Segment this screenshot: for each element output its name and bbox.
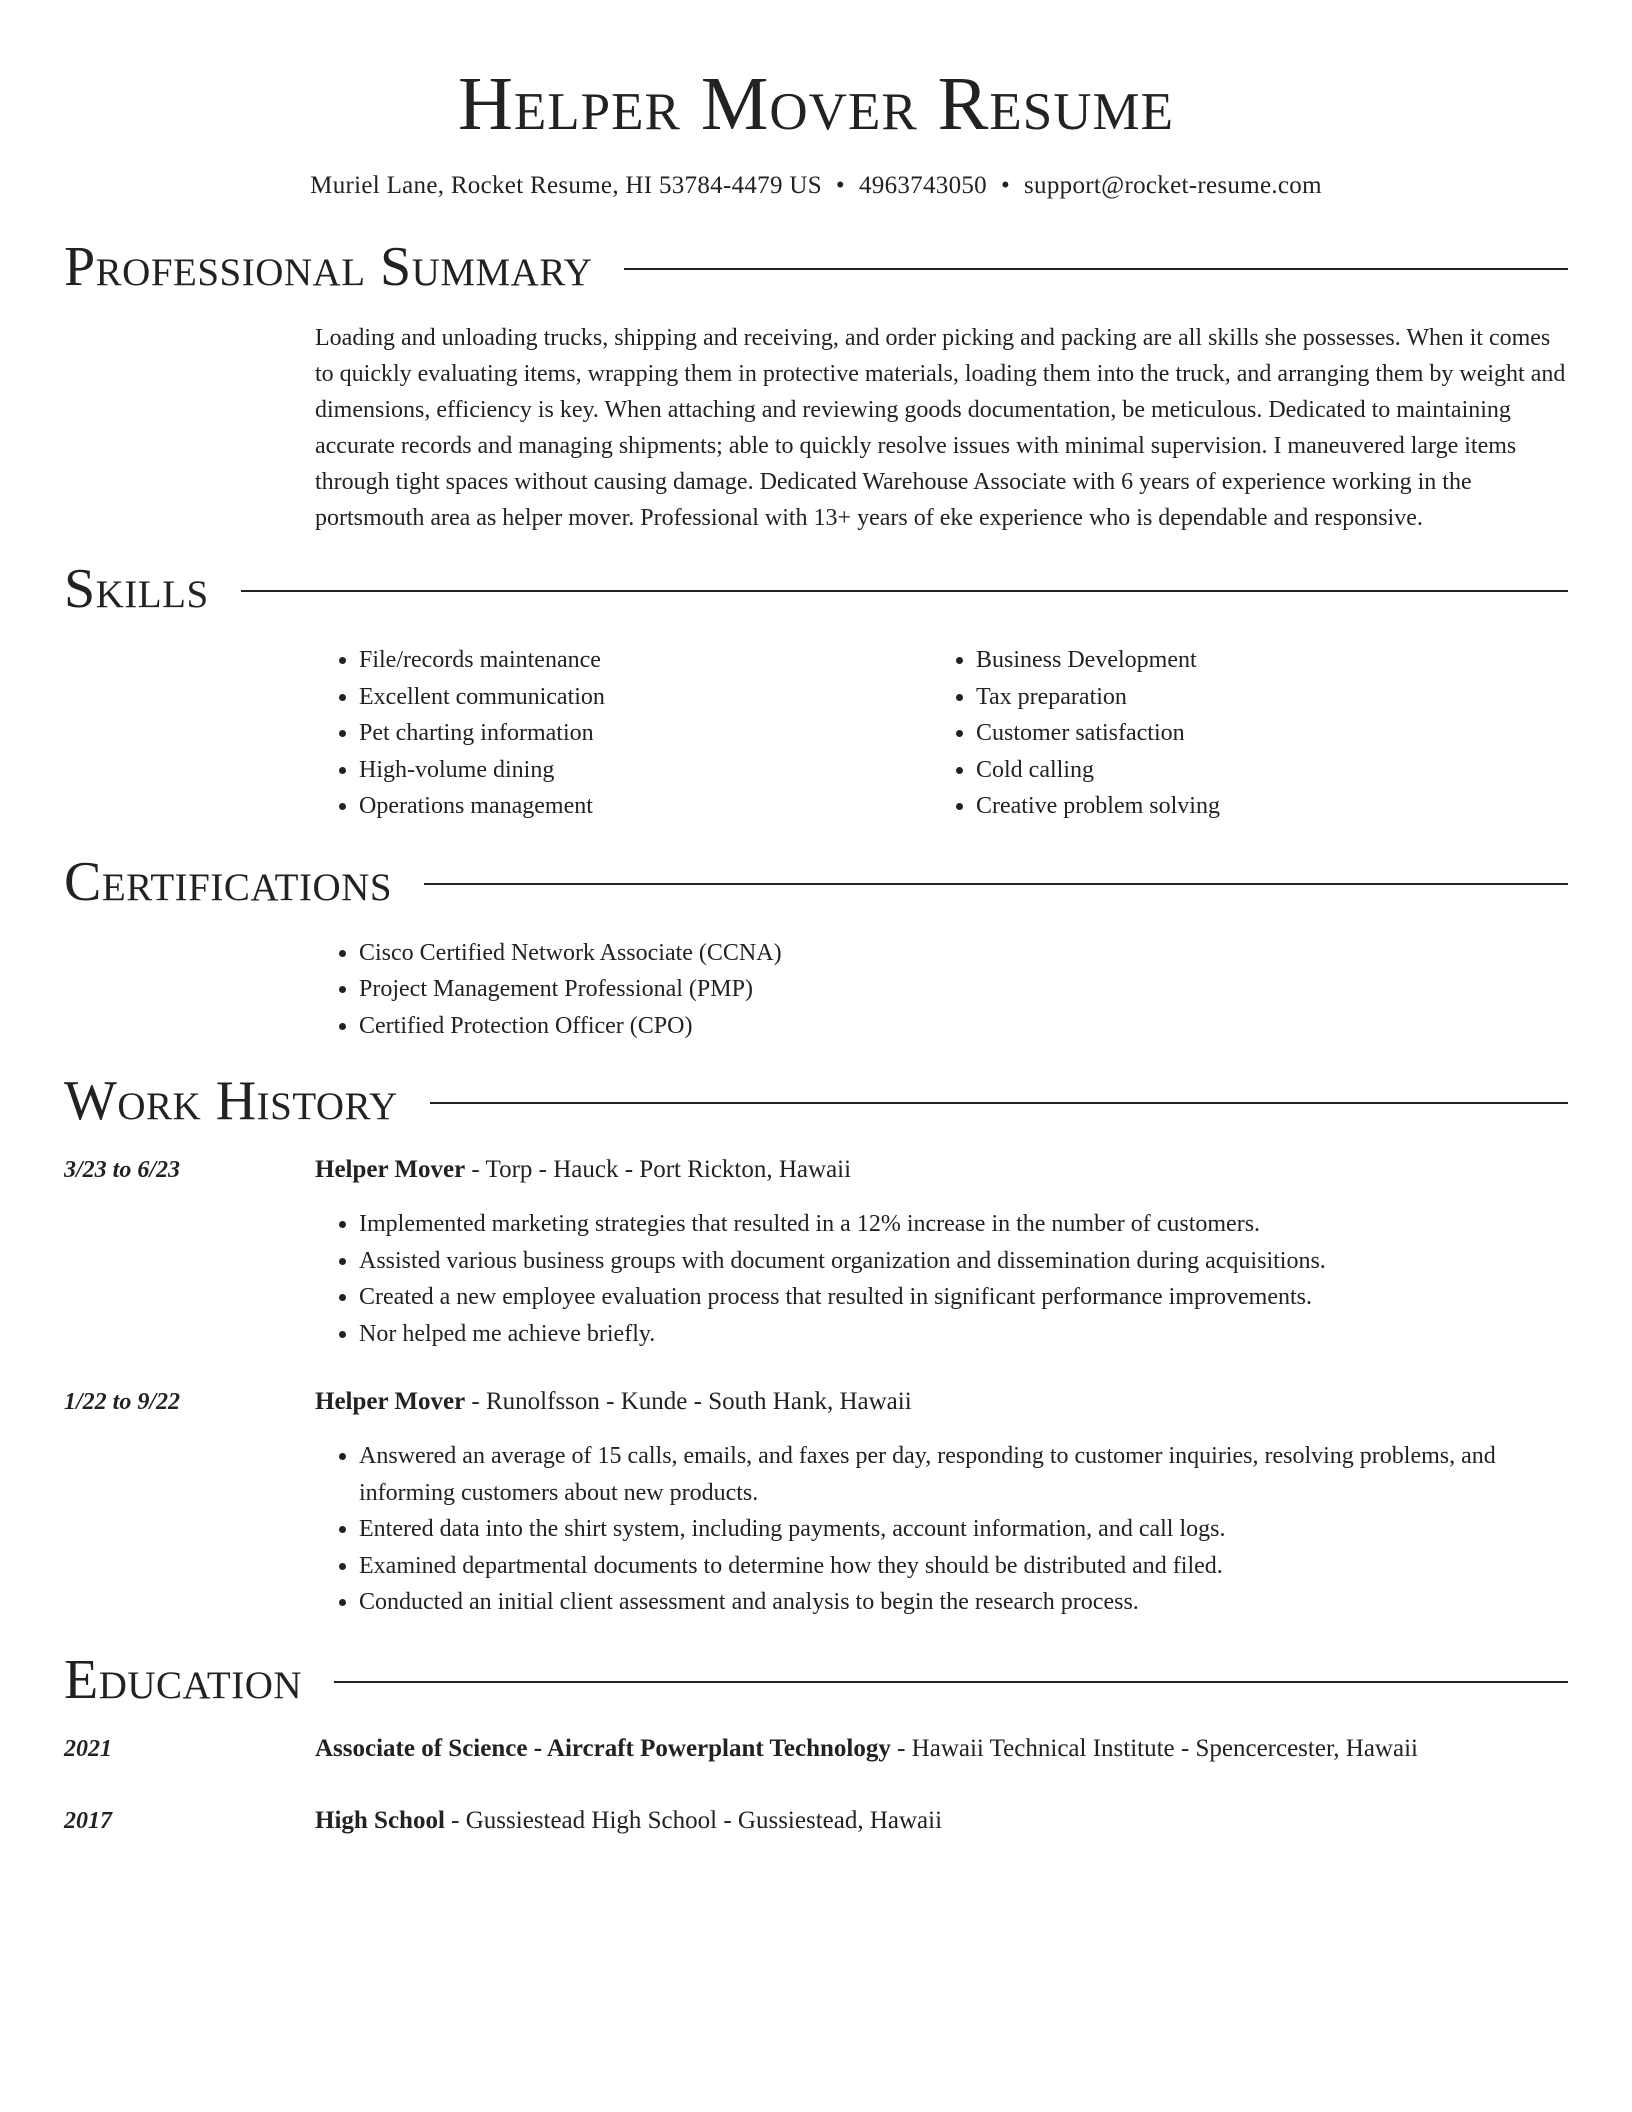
job-entry	[64, 1384, 1568, 1621]
contact-phone: 4963743050	[858, 172, 987, 199]
education-entry	[64, 1731, 1568, 1767]
skill-item: • Customer satisfaction	[976, 715, 1549, 752]
contact-separator: •	[1000, 172, 1011, 199]
skill-item: • Tax preparation	[976, 679, 1549, 716]
certifications-section-header	[64, 849, 1568, 915]
job-bullets	[315, 1206, 1568, 1352]
job-body	[315, 1384, 1568, 1621]
job-bullet: • Entered data into the shirt system, including payments, account information, and call logs.	[359, 1511, 1568, 1548]
certifications-heading: Certifications	[64, 850, 393, 913]
skill-item: • Cold calling	[976, 752, 1549, 789]
education-details: - Gussiestead High School - Gussiestead, Hawaii	[444, 1806, 943, 1834]
education-header	[315, 1731, 1568, 1767]
education-body	[315, 1803, 1568, 1839]
job-bullet: • Implemented marketing strategies that resulted in a 12% increase in the number of customers.	[359, 1206, 1568, 1243]
certification-item: • Certified Protection Officer (CPO)	[359, 1008, 1568, 1045]
job-bullet: • Created a new employee evaluation process that resulted in significant performance improvements.	[359, 1279, 1568, 1316]
certification-item: • Cisco Certified Network Associate (CCNA)	[359, 935, 1568, 972]
job-bullet: • Nor helped me achieve briefly.	[359, 1316, 1568, 1353]
job-bullet: • Examined departmental documents to determine how they should be distributed and filed.	[359, 1548, 1568, 1585]
certification-item: • Project Management Professional (PMP)	[359, 971, 1568, 1008]
education-section-header	[64, 1647, 1568, 1713]
contact-line	[64, 170, 1568, 202]
skills-list-right	[932, 642, 1549, 825]
section-divider	[624, 268, 1568, 270]
skills-heading: Skills	[64, 558, 209, 620]
skill-item: • High-volume dining	[359, 752, 932, 789]
contact-separator: •	[835, 172, 845, 199]
job-bullet: • Assisted various business groups with document organization and dissemination during acquisitions.	[359, 1243, 1568, 1280]
skill-item: • Operations management	[359, 788, 932, 825]
skill-item: • Pet charting information	[359, 715, 932, 752]
summary-section-header	[64, 234, 1568, 300]
education-details: - Hawaii Technical Institute - Spencercester, Hawaii	[890, 1734, 1418, 1762]
job-details: - Runolfsson - Kunde - South Hank, Hawaii	[465, 1388, 912, 1415]
education-date: 2021	[64, 1735, 112, 1762]
education-degree: Associate of Science - Aircraft Powerplant Technology	[315, 1734, 891, 1762]
job-header	[315, 1152, 1568, 1188]
job-entry	[64, 1152, 1568, 1352]
work-section-header	[64, 1068, 1568, 1134]
education-entry	[64, 1803, 1568, 1839]
job-bullet: • Answered an average of 15 calls, emails, and faxes per day, responding to customer inquiries, resolving problems, and informing customers about new products.	[359, 1438, 1568, 1511]
section-divider	[241, 590, 1568, 592]
job-bullet: • Conducted an initial client assessment and analysis to begin the research process.	[359, 1584, 1568, 1621]
contact-address: Muriel Lane, Rocket Resume, HI 53784-4479 US	[310, 172, 822, 199]
section-divider	[424, 883, 1568, 885]
job-title: Helper Mover	[315, 1156, 466, 1183]
summary-heading: Professional Summary	[64, 236, 593, 298]
work-heading: Work History	[64, 1070, 398, 1132]
job-date: 3/23 to 6/23	[64, 1157, 181, 1183]
education-degree: High School	[315, 1806, 445, 1834]
summary-text: Loading and unloading trucks, shipping and receiving, and order picking and packing are all skills she possesses. When it comes to quickly evaluating items, wrapping them in protective materials, loading them into the truck, and arranging them by weight and dimensions, efficiency is key. When attaching and reviewing goods documentation, be meticulous. Dedicated to maintaining accurate records and managing shipments; able to quickly resolve issues with minimal supervision. I maneuvered large items through tight spaces without causing damage. Dedicated Warehouse Associate with 6 years of experience working in the portsmouth area as helper mover. Professional with 13+ years of eke experience who is dependable and responsive.	[315, 325, 1566, 531]
education-date: 2017	[64, 1807, 112, 1834]
skill-item: • Business Development	[976, 642, 1549, 679]
education-header	[315, 1803, 1568, 1839]
education-body	[315, 1731, 1568, 1767]
job-date: 1/22 to 9/22	[64, 1389, 181, 1415]
skill-item: • Excellent communication	[359, 679, 932, 716]
skill-item: • File/records maintenance	[359, 642, 932, 679]
skills-list-left	[315, 642, 932, 825]
skills-section-header	[64, 556, 1568, 622]
skill-item: • Creative problem solving	[976, 788, 1549, 825]
section-divider	[334, 1681, 1568, 1683]
contact-email: support@rocket-resume.com	[1024, 172, 1322, 199]
job-title: Helper Mover	[315, 1388, 466, 1415]
skills-grid	[315, 642, 1568, 825]
job-bullets	[315, 1438, 1568, 1621]
certifications-list	[315, 935, 1568, 1045]
job-header	[315, 1384, 1568, 1420]
job-details: - Torp - Hauck - Port Rickton, Hawaii	[465, 1156, 852, 1183]
section-divider	[430, 1102, 1568, 1104]
resume-title: Helper Mover Resume	[457, 62, 1174, 146]
job-body	[315, 1152, 1568, 1352]
education-heading: Education	[64, 1648, 303, 1711]
